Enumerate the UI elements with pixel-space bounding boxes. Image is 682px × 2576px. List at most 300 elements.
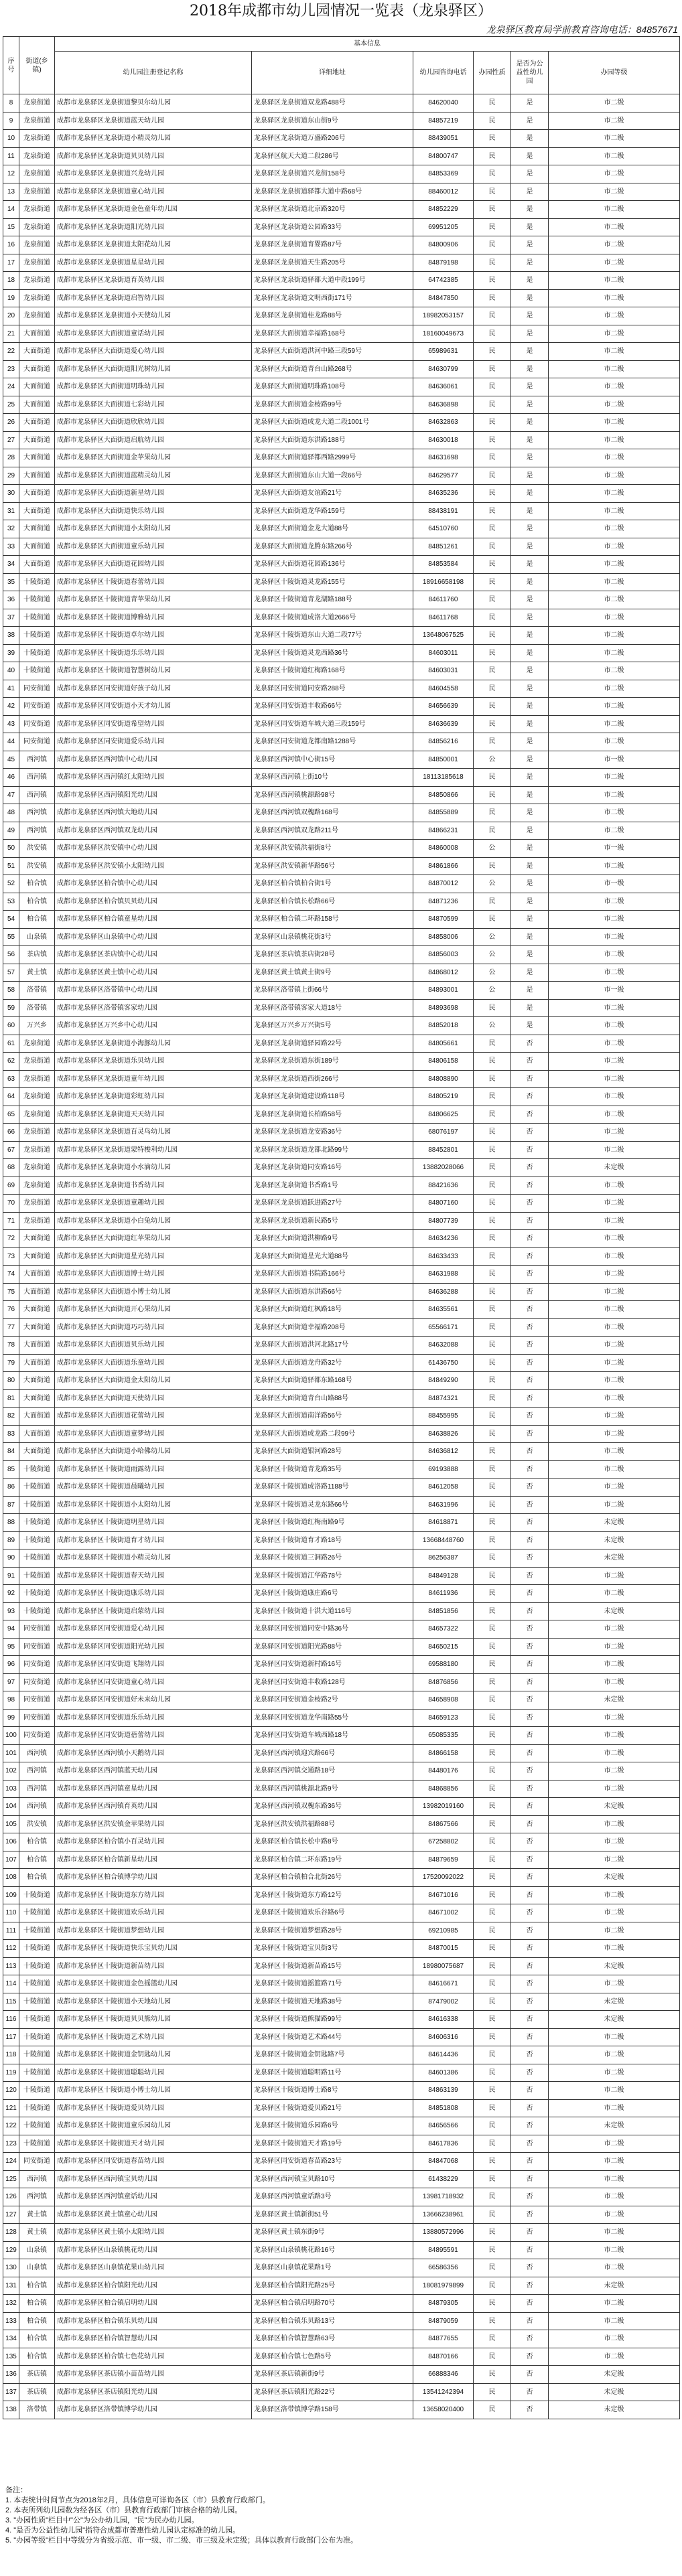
row-nature: 民 xyxy=(474,2046,511,2064)
row-phone: 84856003 xyxy=(413,946,474,964)
row-inclusive: 是 xyxy=(511,857,549,875)
row-name: 成都市龙泉驿区西河镇育英幼儿园 xyxy=(55,1798,252,1816)
row-grade: 市二级 xyxy=(549,2153,680,2171)
row-nature: 民 xyxy=(474,1318,511,1337)
row-name: 成都市龙泉驿区西河镇蓝天幼儿园 xyxy=(55,1762,252,1781)
row-name: 成都市龙泉驿区十陵街道新苗幼儿园 xyxy=(55,1957,252,1975)
row-name: 成都市龙泉驿区西河镇中心幼儿园 xyxy=(55,751,252,769)
row-inclusive: 否 xyxy=(511,1460,549,1479)
row-address: 龙泉驿区十陵街道艺术路44号 xyxy=(252,2028,413,2046)
row-grade: 未定级 xyxy=(549,1159,680,1177)
row-phone: 68076197 xyxy=(413,1124,474,1142)
row-nature: 公 xyxy=(474,928,511,946)
table-row xyxy=(3,2046,680,2064)
row-name: 成都市龙泉驿区西河镇宝贝幼儿园 xyxy=(55,2170,252,2188)
row-grade: 市二级 xyxy=(549,2064,680,2082)
row-name: 成都市龙泉驿区柏合镇博学幼儿园 xyxy=(55,1869,252,1887)
row-address: 龙泉驿区同安街道春苗路23号 xyxy=(252,2153,413,2171)
table-row xyxy=(3,573,680,591)
row-street: 龙泉街道 xyxy=(19,307,55,325)
row-nature: 民 xyxy=(474,2206,511,2224)
row-address: 龙泉驿区大面街道东山大道一段66号 xyxy=(252,467,413,485)
row-street: 大面街道 xyxy=(19,1283,55,1301)
row-address: 龙泉驿区大面街道金龙大道88号 xyxy=(252,520,413,538)
row-nature: 民 xyxy=(474,1212,511,1230)
row-nature: 民 xyxy=(474,822,511,840)
row-name: 成都市龙泉驿区龙泉街道天天幼儿园 xyxy=(55,1106,252,1124)
row-seq: 71 xyxy=(3,1212,19,1230)
row-street: 大面街道 xyxy=(19,449,55,467)
table-row xyxy=(3,2277,680,2295)
row-inclusive: 是 xyxy=(511,502,549,520)
row-inclusive: 否 xyxy=(511,1088,549,1106)
row-street: 龙泉街道 xyxy=(19,1035,55,1053)
row-grade: 市二级 xyxy=(549,414,680,432)
row-grade: 市二级 xyxy=(549,1567,680,1585)
row-seq: 40 xyxy=(3,662,19,680)
row-nature: 民 xyxy=(474,1514,511,1532)
row-seq: 42 xyxy=(3,698,19,716)
header-nature: 办园性质 xyxy=(474,52,511,94)
row-seq: 19 xyxy=(3,289,19,307)
row-grade: 未定级 xyxy=(549,1691,680,1710)
row-grade: 市二级 xyxy=(549,1886,680,1904)
row-grade: 市二级 xyxy=(549,1124,680,1142)
row-grade: 市二级 xyxy=(549,502,680,520)
row-street: 柏合镇 xyxy=(19,2312,55,2330)
row-phone: 84807739 xyxy=(413,1212,474,1230)
row-inclusive: 是 xyxy=(511,201,549,219)
row-seq: 43 xyxy=(3,715,19,733)
row-grade: 市二级 xyxy=(549,1106,680,1124)
row-phone: 84636898 xyxy=(413,396,474,414)
row-nature: 民 xyxy=(474,1337,511,1355)
row-grade: 未定级 xyxy=(549,2011,680,2029)
note-line: 备注： xyxy=(5,2486,27,2494)
row-street: 十陵街道 xyxy=(19,1496,55,1514)
row-street: 十陵街道 xyxy=(19,627,55,645)
row-inclusive: 是 xyxy=(511,627,549,645)
row-address: 龙泉驿区十陵街道新苗路15号 xyxy=(252,1957,413,1975)
row-grade: 市二级 xyxy=(549,893,680,911)
row-street: 龙泉街道 xyxy=(19,236,55,254)
row-nature: 民 xyxy=(474,609,511,627)
row-inclusive: 否 xyxy=(511,1124,549,1142)
row-inclusive: 是 xyxy=(511,946,549,964)
row-street: 大面街道 xyxy=(19,1354,55,1372)
row-street: 柏合镇 xyxy=(19,893,55,911)
row-street: 柏合镇 xyxy=(19,2348,55,2366)
row-seq: 104 xyxy=(3,1798,19,1816)
row-nature: 民 xyxy=(474,733,511,751)
row-phone: 84800747 xyxy=(413,147,474,165)
row-phone: 84635561 xyxy=(413,1301,474,1319)
row-address: 龙泉驿区大面街道成龙大道二段1001号 xyxy=(252,414,413,432)
row-nature: 民 xyxy=(474,680,511,698)
row-address: 龙泉驿区大面街道东洪路66号 xyxy=(252,1283,413,1301)
row-grade: 市二级 xyxy=(549,449,680,467)
row-name: 成都市龙泉驿区大面街道新星幼儿园 xyxy=(55,485,252,503)
row-inclusive: 否 xyxy=(511,2082,549,2100)
row-address: 龙泉驿区十陵街道三洞路26号 xyxy=(252,1549,413,1568)
row-phone: 13982019160 xyxy=(413,1798,474,1816)
row-nature: 民 xyxy=(474,1088,511,1106)
row-grade: 市二级 xyxy=(549,1975,680,1993)
row-seq: 119 xyxy=(3,2064,19,2082)
row-name: 成都市龙泉驿区大面街道乐童幼儿园 xyxy=(55,1354,252,1372)
row-phone: 84868856 xyxy=(413,1780,474,1798)
row-street: 同安街道 xyxy=(19,2153,55,2171)
row-inclusive: 是 xyxy=(511,112,549,130)
table-row xyxy=(3,1177,680,1195)
row-name: 成都市龙泉驿区十陵街道康乐幼儿园 xyxy=(55,1585,252,1603)
row-street: 山泉镇 xyxy=(19,2241,55,2259)
row-street: 十陵街道 xyxy=(19,2046,55,2064)
table-row xyxy=(3,2206,680,2224)
table-row xyxy=(3,2170,680,2188)
table-row xyxy=(3,1053,680,1071)
row-inclusive: 否 xyxy=(511,1070,549,1088)
row-name: 成都市龙泉驿区龙泉街道黎贝尔幼儿园 xyxy=(55,94,252,112)
row-address: 龙泉驿区十陵街道欢乐谷路6号 xyxy=(252,1904,413,1922)
row-seq: 76 xyxy=(3,1301,19,1319)
table-row xyxy=(3,733,680,751)
row-name: 成都市龙泉驿区柏合镇童星幼儿园 xyxy=(55,911,252,929)
row-inclusive: 是 xyxy=(511,130,549,148)
row-phone: 84806158 xyxy=(413,1053,474,1071)
row-inclusive: 否 xyxy=(511,2330,549,2348)
row-street: 同安街道 xyxy=(19,1709,55,1727)
row-grade: 市二级 xyxy=(549,218,680,236)
row-seq: 9 xyxy=(3,112,19,130)
row-name: 成都市龙泉驿区柏合镇阳光幼儿园 xyxy=(55,2277,252,2295)
table-row xyxy=(3,94,680,112)
row-inclusive: 否 xyxy=(511,1141,549,1159)
row-address: 龙泉驿区十陵街道青龙湖路188号 xyxy=(252,591,413,609)
row-grade: 市二级 xyxy=(549,1408,680,1426)
row-address: 龙泉驿区西河镇中心街15号 xyxy=(252,751,413,769)
table-row xyxy=(3,1372,680,1390)
table-row xyxy=(3,1851,680,1869)
row-inclusive: 否 xyxy=(511,1602,549,1620)
row-grade: 市二级 xyxy=(549,343,680,361)
row-name: 成都市龙泉驿区黄土镇中心幼儿园 xyxy=(55,964,252,982)
row-name: 成都市龙泉驿区西河镇阳光幼儿园 xyxy=(55,786,252,804)
row-seq: 27 xyxy=(3,431,19,449)
row-seq: 29 xyxy=(3,467,19,485)
table-row xyxy=(3,201,680,219)
row-phone: 84480176 xyxy=(413,1762,474,1781)
row-address: 龙泉驿区西河镇双龙路211号 xyxy=(252,822,413,840)
row-address: 龙泉驿区大面街道南洋路56号 xyxy=(252,1408,413,1426)
row-name: 成都市龙泉驿区洛带镇客家幼儿园 xyxy=(55,999,252,1017)
row-name: 成都市龙泉驿区大面街道童梦幼儿园 xyxy=(55,1425,252,1443)
row-name: 成都市龙泉驿区大面街道天使幼儿园 xyxy=(55,1389,252,1408)
row-name: 成都市龙泉驿区十陵街道快乐宝贝幼儿园 xyxy=(55,1940,252,1958)
row-street: 西河镇 xyxy=(19,751,55,769)
table-row xyxy=(3,449,680,467)
row-address: 龙泉驿区黄土镇黄土街9号 xyxy=(252,964,413,982)
row-seq: 114 xyxy=(3,1975,19,1993)
row-phone: 66586356 xyxy=(413,2259,474,2277)
row-address: 龙泉驿区山泉镇花果路1号 xyxy=(252,2259,413,2277)
row-phone: 84611936 xyxy=(413,1585,474,1603)
table-row xyxy=(3,1815,680,1833)
row-nature: 民 xyxy=(474,1656,511,1674)
header-street: 街道(乡镇) xyxy=(19,37,55,94)
table-row xyxy=(3,982,680,1000)
row-nature: 公 xyxy=(474,1017,511,1035)
row-nature: 民 xyxy=(474,1035,511,1053)
row-name: 成都市龙泉驿区龙泉街道乐贝幼儿园 xyxy=(55,1053,252,1071)
row-phone: 84867566 xyxy=(413,1815,474,1833)
table-row xyxy=(3,2348,680,2366)
row-street: 大面街道 xyxy=(19,396,55,414)
row-grade: 市二级 xyxy=(549,1744,680,1762)
row-grade: 市二级 xyxy=(549,2224,680,2242)
row-address: 龙泉驿区十陵街道聪明路11号 xyxy=(252,2064,413,2082)
row-street: 龙泉街道 xyxy=(19,1124,55,1142)
row-seq: 35 xyxy=(3,573,19,591)
row-address: 龙泉驿区柏合镇二环路158号 xyxy=(252,911,413,929)
row-seq: 112 xyxy=(3,1940,19,1958)
table-row xyxy=(3,1620,680,1639)
table-row xyxy=(3,1247,680,1266)
table-row xyxy=(3,378,680,396)
row-street: 十陵街道 xyxy=(19,591,55,609)
row-phone: 84604558 xyxy=(413,680,474,698)
row-grade: 未定级 xyxy=(549,2117,680,2135)
row-grade: 市二级 xyxy=(549,1425,680,1443)
table-row xyxy=(3,183,680,201)
row-nature: 民 xyxy=(474,112,511,130)
row-name: 成都市龙泉驿区龙泉街道蒙特梭利幼儿园 xyxy=(55,1141,252,1159)
row-seq: 18 xyxy=(3,272,19,290)
row-inclusive: 否 xyxy=(511,2170,549,2188)
table-row xyxy=(3,840,680,858)
row-address: 龙泉驿区大面街道银河路28号 xyxy=(252,1443,413,1461)
row-nature: 民 xyxy=(474,1957,511,1975)
row-name: 成都市龙泉驿区大面街道星光幼儿园 xyxy=(55,1247,252,1266)
row-inclusive: 否 xyxy=(511,1372,549,1390)
row-nature: 民 xyxy=(474,2348,511,2366)
row-nature: 民 xyxy=(474,2011,511,2029)
row-address: 龙泉驿区大面街道青台山路88号 xyxy=(252,1389,413,1408)
row-seq: 135 xyxy=(3,2348,19,2366)
row-grade: 市二级 xyxy=(549,644,680,662)
row-phone: 84849290 xyxy=(413,1372,474,1390)
row-grade: 市二级 xyxy=(549,804,680,822)
row-street: 洪安镇 xyxy=(19,857,55,875)
row-seq: 117 xyxy=(3,2028,19,2046)
row-seq: 41 xyxy=(3,680,19,698)
row-phone: 84632088 xyxy=(413,1337,474,1355)
row-nature: 民 xyxy=(474,2277,511,2295)
row-address: 龙泉驿区同安街道同安中路36号 xyxy=(252,1620,413,1639)
row-seq: 65 xyxy=(3,1106,19,1124)
row-nature: 民 xyxy=(474,254,511,272)
row-phone: 84805661 xyxy=(413,1035,474,1053)
row-address: 龙泉驿区龙泉街道文明西街171号 xyxy=(252,289,413,307)
row-grade: 市二级 xyxy=(549,130,680,148)
row-inclusive: 否 xyxy=(511,2188,549,2206)
row-address: 龙泉驿区大面街道驿都西路2999号 xyxy=(252,449,413,467)
row-address: 龙泉驿区西河镇双槐路168号 xyxy=(252,804,413,822)
row-nature: 民 xyxy=(474,1479,511,1497)
row-street: 龙泉街道 xyxy=(19,183,55,201)
table-row xyxy=(3,2099,680,2117)
row-inclusive: 否 xyxy=(511,1993,549,2011)
row-nature: 民 xyxy=(474,2099,511,2117)
table-row xyxy=(3,1460,680,1479)
row-grade: 市二级 xyxy=(549,627,680,645)
table-row xyxy=(3,1638,680,1656)
row-phone: 69588180 xyxy=(413,1656,474,1674)
table-row xyxy=(3,1869,680,1887)
row-inclusive: 否 xyxy=(511,2135,549,2153)
row-seq: 100 xyxy=(3,1727,19,1745)
row-address: 龙泉驿区柏合镇柏合街1号 xyxy=(252,875,413,893)
row-grade: 市二级 xyxy=(549,769,680,787)
row-nature: 民 xyxy=(474,786,511,804)
row-inclusive: 是 xyxy=(511,999,549,1017)
row-inclusive: 是 xyxy=(511,218,549,236)
row-grade: 市二级 xyxy=(549,2082,680,2100)
row-phone: 84893698 xyxy=(413,999,474,1017)
row-grade: 市二级 xyxy=(549,1851,680,1869)
table-row xyxy=(3,822,680,840)
table-row xyxy=(3,2153,680,2171)
row-name: 成都市龙泉驿区十陵街道博雅幼儿园 xyxy=(55,609,252,627)
row-address: 龙泉驿区十陵街道十洪大道116号 xyxy=(252,1602,413,1620)
row-phone: 84612058 xyxy=(413,1479,474,1497)
row-address: 龙泉驿区十陵街道宝贝街3号 xyxy=(252,1940,413,1958)
row-inclusive: 否 xyxy=(511,1922,549,1940)
row-name: 成都市龙泉驿区龙泉街道贝贝幼儿园 xyxy=(55,147,252,165)
row-street: 同安街道 xyxy=(19,698,55,716)
row-grade: 市二级 xyxy=(549,94,680,112)
row-street: 同安街道 xyxy=(19,715,55,733)
row-name: 成都市龙泉驿区柏合镇乐贝幼儿园 xyxy=(55,2312,252,2330)
row-inclusive: 否 xyxy=(511,1691,549,1710)
row-address: 龙泉驿区十陵街道康庄路6号 xyxy=(252,1585,413,1603)
row-address: 龙泉驿区大面街道红枫路18号 xyxy=(252,1301,413,1319)
row-address: 龙泉驿区十陵街道红梅路168号 xyxy=(252,662,413,680)
row-phone: 84636061 xyxy=(413,378,474,396)
row-address: 龙泉驿区十陵街道成洛路1188号 xyxy=(252,1479,413,1497)
row-name: 成都市龙泉驿区十陵街道东方幼儿园 xyxy=(55,1886,252,1904)
row-seq: 87 xyxy=(3,1496,19,1514)
row-address: 龙泉驿区十陵街道金钥匙路7号 xyxy=(252,2046,413,2064)
row-address: 龙泉驿区十陵街道东方路12号 xyxy=(252,1886,413,1904)
row-grade: 市二级 xyxy=(549,1443,680,1461)
row-name: 成都市龙泉驿区龙泉街道育英幼儿园 xyxy=(55,272,252,290)
row-phone: 88439051 xyxy=(413,130,474,148)
row-nature: 民 xyxy=(474,1283,511,1301)
row-seq: 59 xyxy=(3,999,19,1017)
row-inclusive: 是 xyxy=(511,467,549,485)
table-row xyxy=(3,1035,680,1053)
row-nature: 民 xyxy=(474,1585,511,1603)
row-inclusive: 否 xyxy=(511,1531,549,1549)
row-address: 龙泉驿区龙泉街道桂龙路88号 xyxy=(252,307,413,325)
row-nature: 民 xyxy=(474,538,511,556)
row-inclusive: 是 xyxy=(511,733,549,751)
table-row xyxy=(3,1496,680,1514)
row-seq: 108 xyxy=(3,1869,19,1887)
row-street: 十陵街道 xyxy=(19,1514,55,1532)
row-seq: 36 xyxy=(3,591,19,609)
row-seq: 128 xyxy=(3,2224,19,2242)
row-inclusive: 是 xyxy=(511,449,549,467)
row-seq: 24 xyxy=(3,378,19,396)
row-nature: 民 xyxy=(474,2224,511,2242)
row-seq: 120 xyxy=(3,2082,19,2100)
row-grade: 市二级 xyxy=(549,2046,680,2064)
row-street: 大面街道 xyxy=(19,431,55,449)
row-grade: 市二级 xyxy=(549,2259,680,2277)
row-name: 成都市龙泉驿区大面街道蓝精灵幼儿园 xyxy=(55,467,252,485)
row-nature: 民 xyxy=(474,1496,511,1514)
row-seq: 113 xyxy=(3,1957,19,1975)
row-address: 龙泉驿区龙泉街道新民路5号 xyxy=(252,1212,413,1230)
row-grade: 市二级 xyxy=(549,360,680,378)
row-seq: 132 xyxy=(3,2295,19,2313)
row-grade: 市二级 xyxy=(549,1479,680,1497)
row-phone: 13981718932 xyxy=(413,2188,474,2206)
row-phone: 88421636 xyxy=(413,1177,474,1195)
row-phone: 84806625 xyxy=(413,1106,474,1124)
row-inclusive: 是 xyxy=(511,272,549,290)
row-street: 大面街道 xyxy=(19,1337,55,1355)
row-inclusive: 否 xyxy=(511,1247,549,1266)
table-row xyxy=(3,236,680,254)
row-grade: 市二级 xyxy=(549,1088,680,1106)
row-inclusive: 否 xyxy=(511,1035,549,1053)
row-seq: 89 xyxy=(3,1531,19,1549)
table-row xyxy=(3,2401,680,2419)
row-inclusive: 否 xyxy=(511,2348,549,2366)
table-row xyxy=(3,218,680,236)
row-address: 龙泉驿区龙泉街道育婴路87号 xyxy=(252,236,413,254)
row-street: 西河镇 xyxy=(19,1780,55,1798)
row-seq: 88 xyxy=(3,1514,19,1532)
row-grade: 市二级 xyxy=(549,1727,680,1745)
row-grade: 未定级 xyxy=(549,1798,680,1816)
row-seq: 85 xyxy=(3,1460,19,1479)
row-phone: 84603011 xyxy=(413,644,474,662)
row-seq: 92 xyxy=(3,1585,19,1603)
row-name: 成都市龙泉驿区大面街道爱心幼儿园 xyxy=(55,343,252,361)
row-name: 成都市龙泉驿区大面街道贝乐幼儿园 xyxy=(55,1337,252,1355)
row-street: 十陵街道 xyxy=(19,1957,55,1975)
row-address: 龙泉驿区十陵街道天地路38号 xyxy=(252,1993,413,2011)
row-address: 龙泉驿区龙泉街道书香路1号 xyxy=(252,1177,413,1195)
table-row xyxy=(3,1408,680,1426)
row-grade: 市二级 xyxy=(549,272,680,290)
row-phone: 84611760 xyxy=(413,591,474,609)
row-inclusive: 是 xyxy=(511,485,549,503)
row-grade: 市二级 xyxy=(549,1230,680,1248)
row-nature: 民 xyxy=(474,2330,511,2348)
row-grade: 市二级 xyxy=(549,733,680,751)
table-row xyxy=(3,893,680,911)
row-address: 龙泉驿区龙泉街道公园路33号 xyxy=(252,218,413,236)
row-inclusive: 否 xyxy=(511,1106,549,1124)
row-grade: 市二级 xyxy=(549,2188,680,2206)
row-name: 成都市龙泉驿区十陵街道启蒙幼儿园 xyxy=(55,1602,252,1620)
row-seq: 30 xyxy=(3,485,19,503)
